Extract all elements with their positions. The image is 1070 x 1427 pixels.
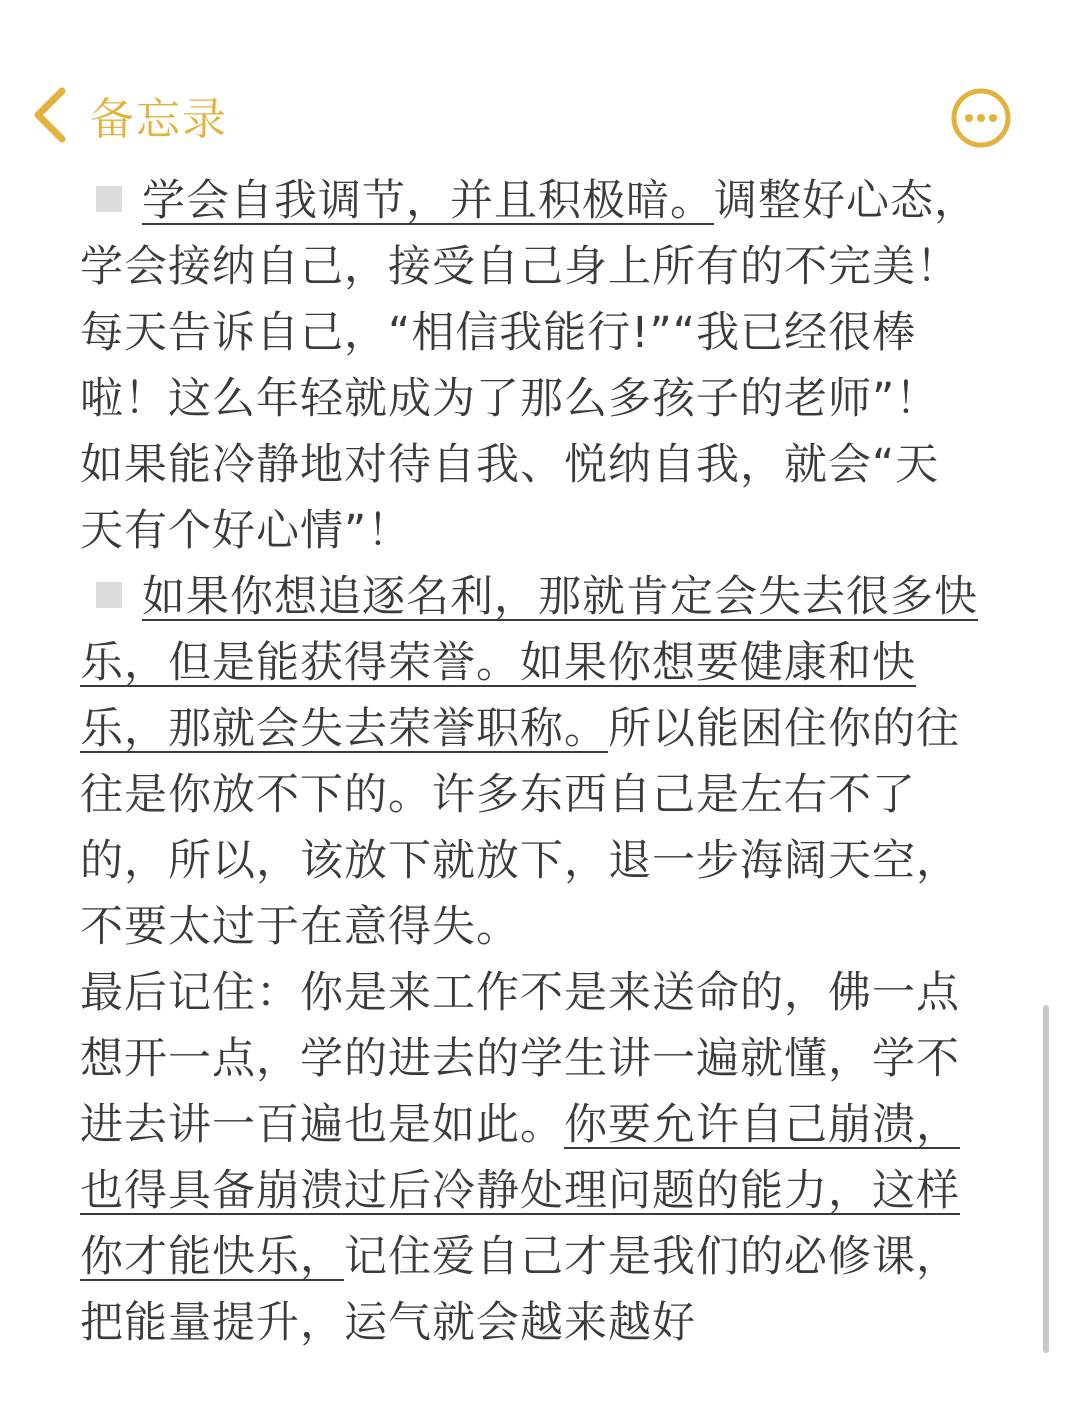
paragraph-let-go (80, 564, 980, 960)
bullet-icon (96, 582, 122, 608)
more-button[interactable] (950, 87, 1012, 149)
paragraph-text: 所以能困住你的往往是你放不下的。许多东西自己是左右不了的，所以，该放下就放下，退一步海阔天空，不要太过于在意得失。 (80, 704, 960, 952)
paragraph-text: 最后记住：你是来工作不是来送命的，佛一点想开一点，学的进去的学生讲一遍就懂，学不进去讲一百遍也是如此。 (80, 968, 960, 1150)
chevron-left-icon (30, 85, 70, 145)
navigation-bar (0, 0, 1070, 160)
underlined-text: 学会自我调节，并且积极暗。 (142, 176, 714, 226)
bullet-icon (96, 186, 122, 212)
more-options-icon (950, 87, 1012, 149)
underlined-text: 你要允许自己崩溃，也得具备崩溃过后冷静处理问题的能力，这样你才能快乐， (80, 1100, 960, 1282)
paragraph-self-adjust (80, 168, 980, 564)
scrollbar[interactable] (1043, 1005, 1049, 1353)
back-button[interactable] (30, 80, 228, 150)
back-label: 备忘录 (90, 94, 228, 145)
note-body[interactable] (80, 168, 980, 1356)
paragraph-text: 调整好心态，学会接纳自己，接受自己身上所有的不完美！每天告诉自己，“相信我能行!”“我已经很棒啦！这么年轻就成为了那么多孩子的老师”！如果能冷静地对待自我、悦纳自我，就会“天天有个好心情”！ (80, 176, 978, 556)
paragraph-remember (80, 960, 980, 1356)
paragraph-text: 记住爱自己才是我们的必修课，把能量提升，运气就会越来越好 (80, 1232, 960, 1348)
underlined-text: 如果你想追逐名利，那就肯定会失去很多快乐，但是能获得荣誉。如果你想要健康和快乐，那就会失去荣誉职称。 (80, 572, 978, 754)
